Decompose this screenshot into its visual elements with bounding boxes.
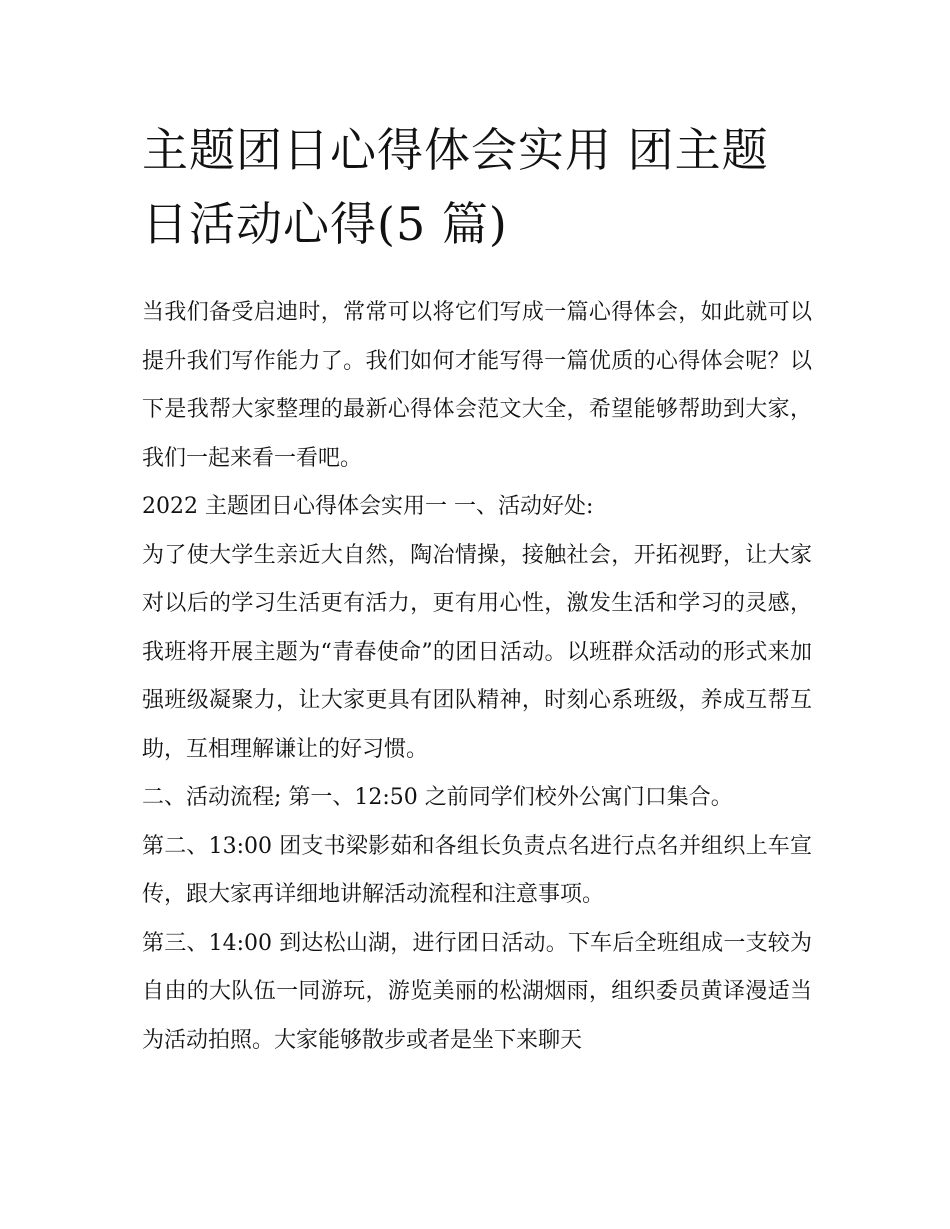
document-title: 主题团日心得体会实用 团主题日活动心得(5 篇) xyxy=(142,123,769,251)
paragraph-step-one: 二、活动流程; 第一、12:50 之前同学们校外公寓门口集合。 xyxy=(142,785,733,810)
paragraph-section-heading: 2022 主题团日心得体会实用一 一、活动好处: xyxy=(142,494,594,519)
document-body xyxy=(142,113,812,1065)
paragraph-activity-purpose: 为了使大学生亲近大自然，陶冶情操，接触社会，开拓视野，让大家对以后的学习生活更有活力，更有用心性，激发生活和学习的灵感，我班将开展主题为“青春使命”的团日活动。以班群众活动的形式来加强班级凝聚力，让大家更具有团队精神，时刻心系班级，养成互帮互助，互相理解谦让的好习惯。 xyxy=(142,542,812,762)
paragraph-intro: 当我们备受启迪时，常常可以将它们写成一篇心得体会，如此就可以提升我们写作能力了。我们如何才能写得一篇优质的心得体会呢？以下是我帮大家整理的最新心得体会范文大全，希望能够帮助到大家，我们一起来看一看吧。 xyxy=(142,300,812,471)
paragraph-step-two: 第二、13:00 团支书梁影茹和各组长负责点名进行点名并组织上车宣传，跟大家再详细地讲解活动流程和注意事项。 xyxy=(142,833,812,907)
paragraph-step-three: 第三、14:00 到达松山湖，进行团日活动。下车后全班组成一支较为自由的大队伍一同游玩，游览美丽的松湖烟雨，组织委员黄译漫适当为活动拍照。大家能够散步或者是坐下来聊天 xyxy=(142,930,812,1053)
